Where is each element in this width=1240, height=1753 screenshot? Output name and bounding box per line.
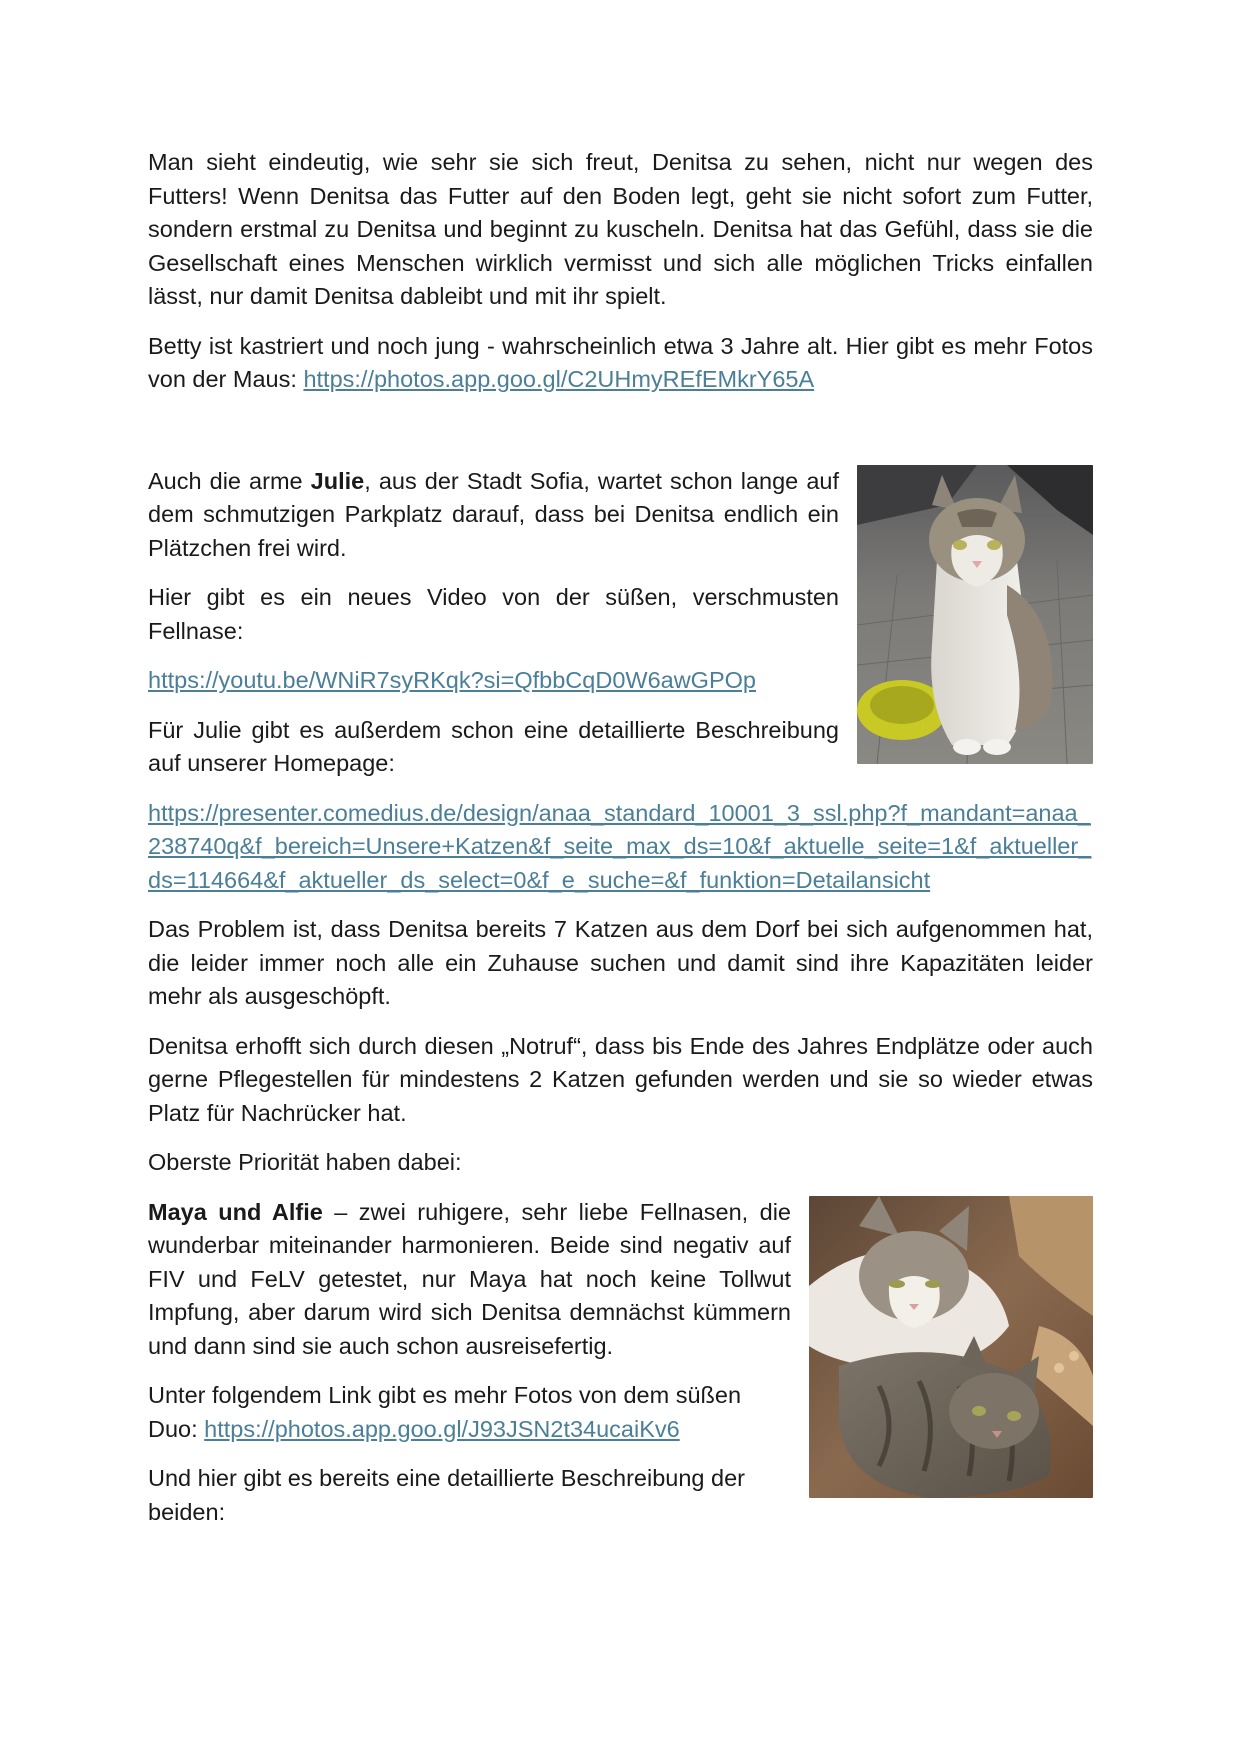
julie-cat-photo <box>857 465 1093 764</box>
julie-name: Julie <box>310 467 365 494</box>
section-gap <box>148 413 1093 465</box>
maya-paragraph: Maya und Alfie – zwei ruhigere, sehr liebe Fellnasen, die wunderbar miteinander harmonieren. Beide sind negativ auf FIV und FeLV getestet, nur Maya hat noch keine Tollwut Impfung, aber darum wird sich Denitsa demnächst kümmern und dann sind sie auch schon ausreisefertig. <box>148 1198 792 1359</box>
maya-alfie-photo <box>809 1196 1093 1498</box>
julie-desc-link[interactable]: https://presenter.comedius.de/design/anaa_standard_10001_3_ssl.php?f_mandant=anaa_238740q&f_bereich=Unsere+Katzen&f_seite_max_ds=10&f_aktuelle_seite=1&f_aktueller_ds=114664&f_aktueller_ds_select=0&f_e_suche=&f_funktion=Detailansicht <box>148 799 1092 893</box>
maya-photos-link[interactable]: https://photos.app.goo.gl/J93JSN2t34ucaiKv6 <box>204 1415 680 1442</box>
maya-alfie-image <box>809 1196 1093 1498</box>
julie-cat-image <box>857 465 1093 764</box>
priority-paragraph: Oberste Priorität haben dabei: <box>148 1149 462 1175</box>
julie-desc-paragraph: Für Julie gibt es außerdem schon eine detaillierte Beschreibung auf unserer Homepage: <box>148 716 839 776</box>
julie-paragraph: Auch die arme Julie, aus der Stadt Sofia, wartet schon lange auf dem schmutzigen Parkplatz darauf, dass bei Denitsa endlich ein Plätzchen frei wird. <box>148 467 839 561</box>
betty-text: Betty ist kastriert und noch jung - wahrscheinlich etwa 3 Jahre alt. Hier gibt es mehr Fotos von der Maus: <box>148 332 1093 392</box>
julie-video-paragraph: Hier gibt es ein neues Video von der süßen, verschmusten Fellnase: <box>148 584 839 644</box>
notruf-paragraph: Denitsa erhofft sich durch diesen „Notruf“, dass bis Ende des Jahres Endplätze oder auch gerne Pflegestellen für mindestens 2 Katzen gefunden werden und sie so wieder etwas Platz für Nachrücker hat. <box>148 1032 1093 1126</box>
problem-paragraph: Das Problem ist, dass Denitsa bereits 7 Katzen aus dem Dorf bei sich aufgenommen hat, die leider immer noch alle ein Zuhause suchen und damit sind ihre Kapazitäten leider mehr als ausgeschöpft. <box>148 916 1093 1009</box>
maya-desc-paragraph: Und hier gibt es bereits eine detaillierte Beschreibung der beiden: <box>148 1465 745 1525</box>
betty-paragraph <box>148 330 1093 397</box>
maya-alfie-name: Maya und Alfie <box>148 1198 323 1225</box>
maya-photos-paragraph: Unter folgendem Link gibt es mehr Fotos von dem süßen Duo: https://photos.app.goo.gl/J93JSN2t34ucaiKv6 <box>148 1382 742 1442</box>
betty-photos-link[interactable]: https://photos.app.goo.gl/C2UHmyREfEMkrY65A <box>303 366 815 392</box>
julie-video-link[interactable]: https://youtu.be/WNiR7syRKqk?si=QfbbCqD0W6awGPOp <box>148 667 756 693</box>
document-body <box>148 146 1093 1545</box>
intro-paragraph: Man sieht eindeutig, wie sehr sie sich freut, Denitsa zu sehen, nicht nur wegen des Futters! Wenn Denitsa das Futter auf den Boden legt, geht sie nicht sofort zum Futter, sondern erstmal zu Denitsa und beginnt zu kuscheln. Denitsa hat das Gefühl, dass sie die Gesellschaft eines Menschen wirklich vermisst und sich alle möglichen Tricks einfallen lässt, nur damit Denitsa dableibt und mit ihr spielt. <box>148 149 1093 309</box>
julie-desc-link-paragraph <box>148 797 1093 898</box>
